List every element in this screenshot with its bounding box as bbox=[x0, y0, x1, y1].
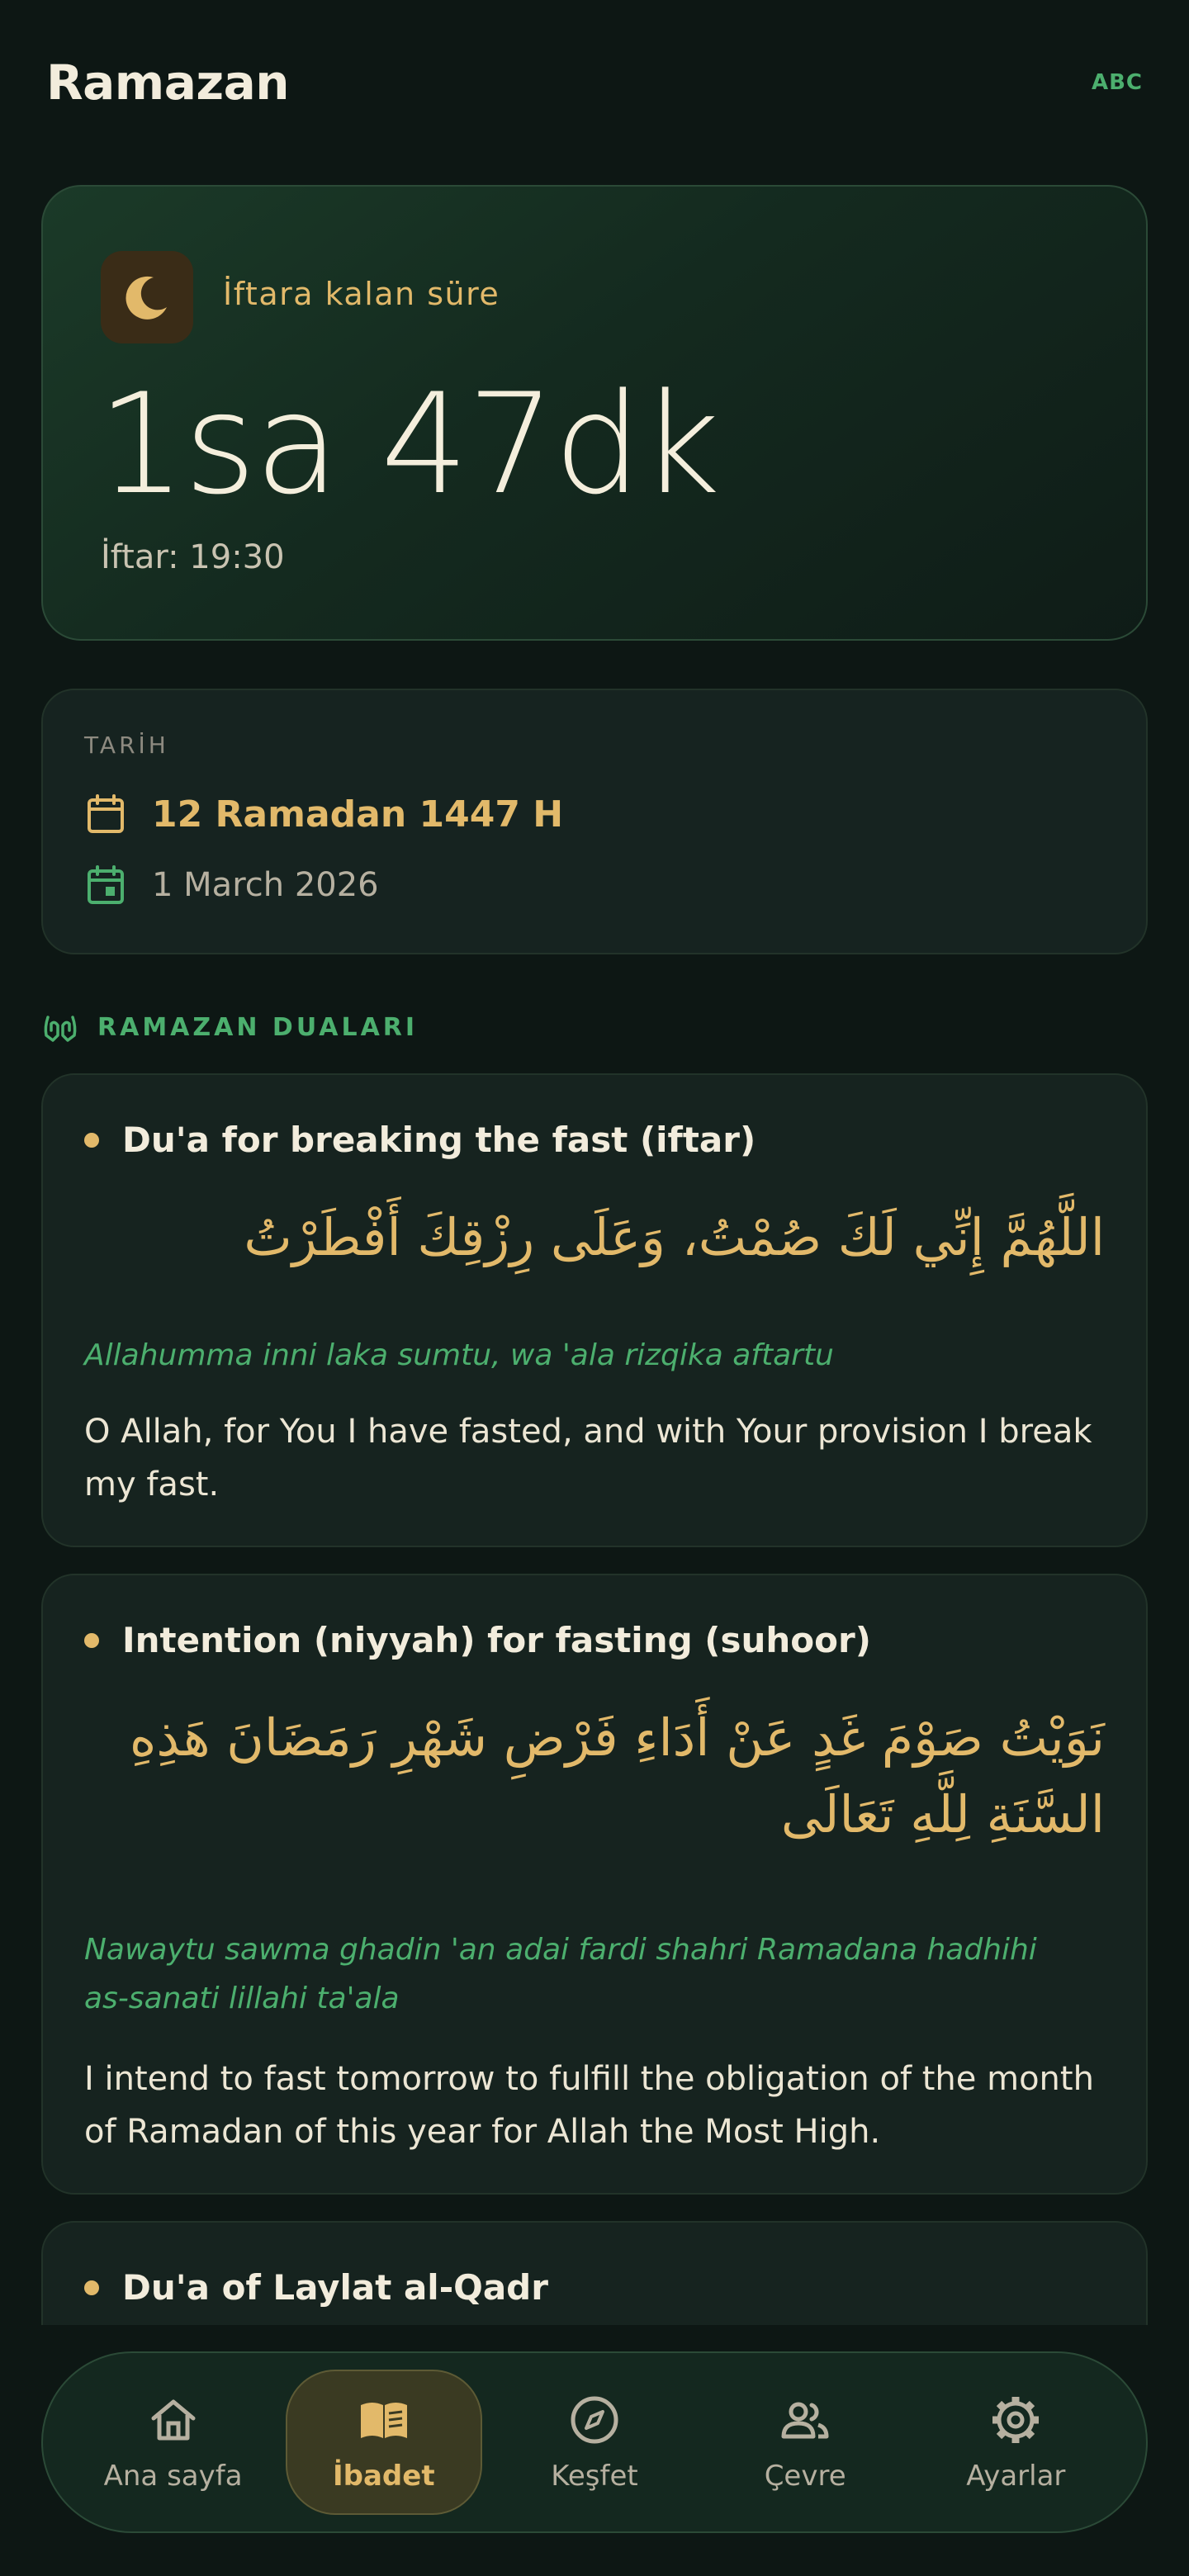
nav-item-kesfet[interactable] bbox=[496, 2370, 693, 2515]
hijri-date: 12 Ramadan 1447 H bbox=[152, 793, 564, 836]
dua-transliteration: Nawaytu sawma ghadin 'an adai fardi shahri Ramadana hadhihi as-sanati lillahi ta'ala bbox=[84, 1933, 1037, 2016]
home-icon bbox=[145, 2392, 201, 2448]
language-toggle-icon[interactable]: ABC bbox=[1091, 70, 1143, 95]
dua-title: Du'a of Laylat al-Qadr bbox=[122, 2267, 548, 2308]
book-open-icon bbox=[356, 2392, 412, 2448]
bullet-dot bbox=[84, 1633, 99, 1648]
dua-card[interactable] bbox=[41, 1574, 1148, 2195]
praying-hands-icon bbox=[41, 1011, 79, 1044]
page-title: Ramazan bbox=[46, 54, 290, 111]
nav-item-ayarlar[interactable] bbox=[917, 2370, 1114, 2515]
countdown-value: 1sa 47dk bbox=[97, 363, 719, 525]
people-icon bbox=[777, 2392, 833, 2448]
dua-title-row bbox=[84, 1120, 756, 1160]
dua-card[interactable] bbox=[41, 1073, 1148, 1547]
compass-icon bbox=[566, 2392, 623, 2448]
nav-label: İbadet bbox=[332, 2460, 435, 2493]
calendar-icon bbox=[84, 793, 127, 836]
dua-arabic-text: نَوَيْتُ صَوْمَ غَدٍ عَنْ أَدَاءِ فَرْضِ شَهْرِ رَمَضَانَ هَذِهِ السَّنَةِ لِلَّهِ تَعَالَى bbox=[129, 1707, 1105, 1844]
dua-arabic-text: اللَّهُمَّ إِنِّي لَكَ صُمْتُ، وَعَلَى رِزْقِكَ أَفْطَرْتُ bbox=[244, 1207, 1105, 1267]
bottom-navigation bbox=[41, 2351, 1148, 2533]
nav-item-cevre[interactable] bbox=[707, 2370, 903, 2515]
bullet-dot bbox=[84, 2280, 99, 2295]
countdown-label: İftara kalan süre bbox=[223, 276, 500, 312]
app-header bbox=[46, 46, 1143, 119]
iftar-time: İftar: 19:30 bbox=[101, 538, 285, 576]
dua-transliteration: Allahumma inni laka sumtu, wa 'ala rizqika aftartu bbox=[84, 1338, 834, 1372]
dua-title-row bbox=[84, 2267, 548, 2308]
calendar-event-icon bbox=[84, 864, 127, 907]
bullet-dot bbox=[84, 1133, 99, 1148]
dua-title: Du'a for breaking the fast (iftar) bbox=[122, 1120, 756, 1160]
crescent-moon-icon bbox=[101, 251, 193, 343]
dua-translation: O Allah, for You I have fasted, and with Your provision I break my fast. bbox=[84, 1413, 1092, 1503]
hijri-date-row bbox=[84, 793, 563, 836]
dua-title-row bbox=[84, 1620, 871, 1660]
date-card bbox=[41, 689, 1148, 954]
gear-icon bbox=[988, 2392, 1044, 2448]
duas-section-heading bbox=[41, 1011, 418, 1044]
nav-item-ibadet[interactable] bbox=[286, 2370, 482, 2515]
gregorian-date-row bbox=[84, 864, 379, 907]
dua-title: Intention (niyyah) for fasting (suhoor) bbox=[122, 1620, 871, 1660]
nav-item-home[interactable] bbox=[75, 2370, 272, 2515]
nav-label: Ana sayfa bbox=[103, 2460, 243, 2493]
nav-label: Çevre bbox=[764, 2460, 846, 2493]
section-title: RAMAZAN DUALARI bbox=[97, 1012, 419, 1042]
dua-translation: I intend to fast tomorrow to fulfill the obligation of the month of Ramadan of this year for Allah the Most High. bbox=[84, 2060, 1094, 2151]
date-section-label: TARİH bbox=[84, 732, 169, 759]
nav-label: Ayarlar bbox=[966, 2460, 1066, 2493]
iftar-countdown-card bbox=[41, 185, 1148, 641]
nav-label: Keşfet bbox=[551, 2460, 638, 2493]
gregorian-date: 1 March 2026 bbox=[152, 866, 379, 904]
